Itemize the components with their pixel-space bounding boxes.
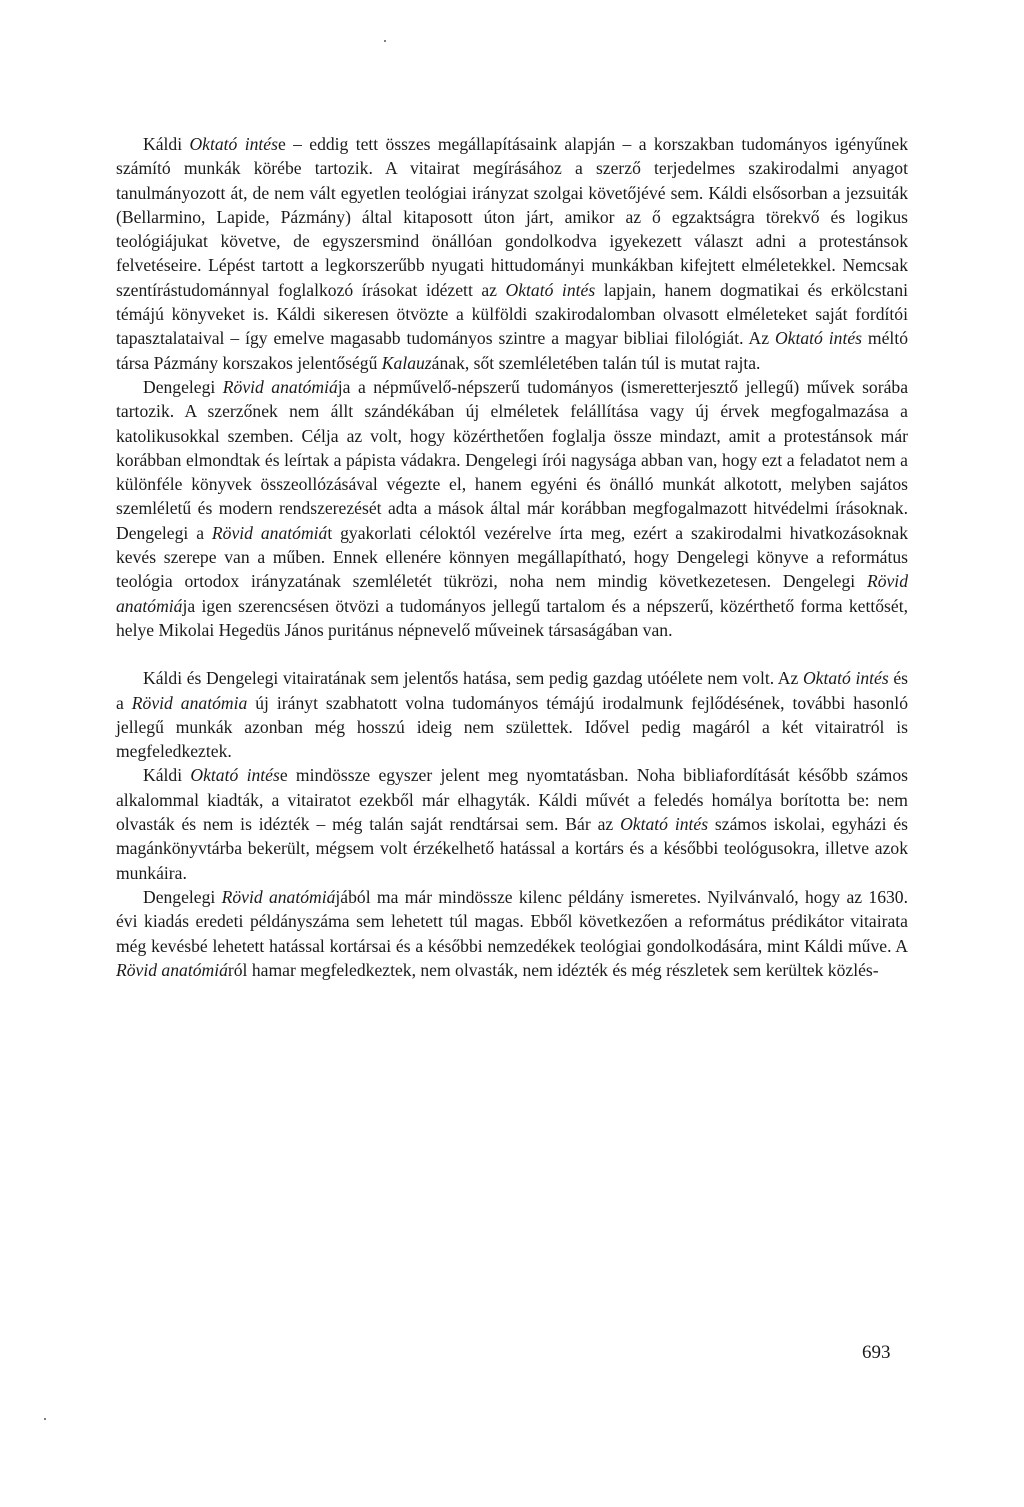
text-run: ja a népművelő-népszerű tudományos (ismeretterjesztő jellegű) művek sorába tartozik. A szerzőnek nem állt szándékában új elméletek felállítása vagy új érvek megfogalmazása a katolikusokkal szemben. Célja az volt, hogy közérthetően foglalja össze mindazt, amit a protestánsok már korábban elmondtak és leírtak a pápista vádakra. Dengelegi írói nagysága abban van, hogy ezt a feladatot nem a különféle könyvek összeollózásával végezte el, hanem egyéni és önálló munkát alkotott, melyben sajátos szemléletű és modern rendszerezését adta a mások által már korábban megfogalmazott hitvédelmi írásoknak. Dengelegi a [116, 376, 909, 543]
text-run: Dengelegi [143, 376, 223, 397]
paragraph-2 [116, 375, 908, 642]
italic-title-run: Oktató intés [774, 328, 862, 349]
italic-title-run: Rövid anatómiá [222, 376, 338, 397]
text-run: e mindössze egyszer jelent meg nyomtatásban. Noha bibliafordítását később számos alkalommal kiadták, a vitairatot ezekből már elhagyták. Káldi művét a feledés homálya borította be: nem olvasták és nem is idézték – még talán saját rendtársai sem. Bár az [116, 765, 909, 835]
paragraph-1 [116, 132, 908, 375]
text-run: e – eddig tett összes megállapításaink alapján – a korszakban tudományos igényűnek számító munkák körébe tartozik. A vitairat megírásához a szerző terjedelmes szakirodalmi anyagot tanulmányozott át, de nem vált egyetlen teológiai irányzat szolgai követőjévé sem. Káldi elsősorban a jezsuiták (Bellarmino, Lapide, Pázmány) által kitaposott úton járt, amikor az ő egzaktságra törekvő és logikus teológiájukat követve, de egyszersmind önállóan gondolkodva igyekezett választ adni a protestánsok felvetéseire. Lépést tartott a legkorszerűbb nyugati hittudományi munkákban kifejtett elméletekkel. Nemcsak szentírástudománnyal foglalkozó írásokat idézett az [116, 134, 909, 300]
scan-speck [44, 1418, 46, 1420]
italic-title-run: Rövid anatómiá [116, 571, 908, 616]
text-run: jából ma már mindössze kilenc példány ismeretes. Nyilvánvaló, hogy az 1630. évi kiadás eredeti példányszáma sem lehetett túl magas. Ebből következően a református prédikátor vitairata még kevésbé lehetett hatással kortársai és a későbbi nemzedékek teológiai gondolkodására, mint Káldi műve. A [116, 886, 908, 956]
italic-title-run: Rövid anatómiá [211, 522, 328, 543]
text-run: Káldi [143, 765, 191, 786]
text-run: ja igen szerencsésen ötvözi a tudományos jellegű tartalom és a népszerű, közérthető forma kettősét, helye Mikolai Hegedüs János puritánus népnevelő műveinek társaságában van. [116, 595, 908, 640]
italic-title-run: Oktató intés [189, 134, 278, 154]
italic-title-run: Oktató intés [620, 814, 709, 835]
italic-title-run: Rövid anatómiá [221, 886, 336, 907]
italic-title-run: Rövid anatómiá [116, 959, 228, 980]
italic-title-run: Oktató intés [190, 765, 280, 786]
text-run: és a [116, 668, 908, 713]
text-run: Káldi és Dengelegi vitairatának sem jelentős hatása, sem pedig gazdag utóélete nem volt. Az [143, 668, 803, 689]
italic-title-run: Oktató intés [802, 668, 889, 689]
text-run: ának, sőt szemléletében talán túl is mutat rajta. [431, 352, 761, 373]
italic-title-run: Rövid anatómia [131, 692, 248, 713]
text-run: t gyakorlati céloktól vezérelve írta meg, ezért a szakirodalmi hivatkozásoknak kevés szerepe van a műben. Ennek ellenére könnyen megállapítható, hogy Dengelegi könyve a református teológia ortodox irányzatának szemléletét tükrözi, noha nem mindig következetesen. Dengelegi [116, 522, 908, 592]
text-run: lapjain, hanem dogmatikai és erkölcstani témájú könyveket is. Káldi sikeresen ötvözte a külföldi szakirodalomban olvasott elméleteket saját fordítói tapasztalataival – így emelve magasabb tudományos szintre a magyar bibliai filológiát. Az [116, 279, 909, 349]
paragraph-5 [116, 885, 908, 982]
italic-title-run: Oktató intés [505, 279, 596, 300]
page-body [116, 132, 908, 982]
scan-speck [384, 40, 386, 42]
text-run: méltó társa Pázmány korszakos jelentőségű [116, 328, 909, 373]
text-run: Dengelegi [143, 886, 222, 907]
paragraph-4 [116, 763, 908, 884]
text-run: számos iskolai, egyházi és magánkönyvtárba bekerült, mégsem volt érzékelhető hatással a kortárs és a későbbi teológusokra, illetve azok munkáira. [116, 814, 908, 883]
text-run: Káldi [143, 134, 190, 154]
text-run: ról hamar megfeledkeztek, nem olvasták, nem idézték és még részletek sem kerültek közlés- [227, 959, 879, 980]
text-run: új irányt szabhatott volna tudományos témájú irodalmunk fejlődésének, további hasonló jellegű munkák azonban még hosszú ideig nem születtek. Idővel pedig magáról a két vitairatról is megfeledkeztek. [116, 692, 908, 762]
italic-title-run: Kalauz [381, 352, 432, 373]
paragraph-3 [116, 666, 908, 763]
page-number: 693 [862, 1342, 891, 1363]
